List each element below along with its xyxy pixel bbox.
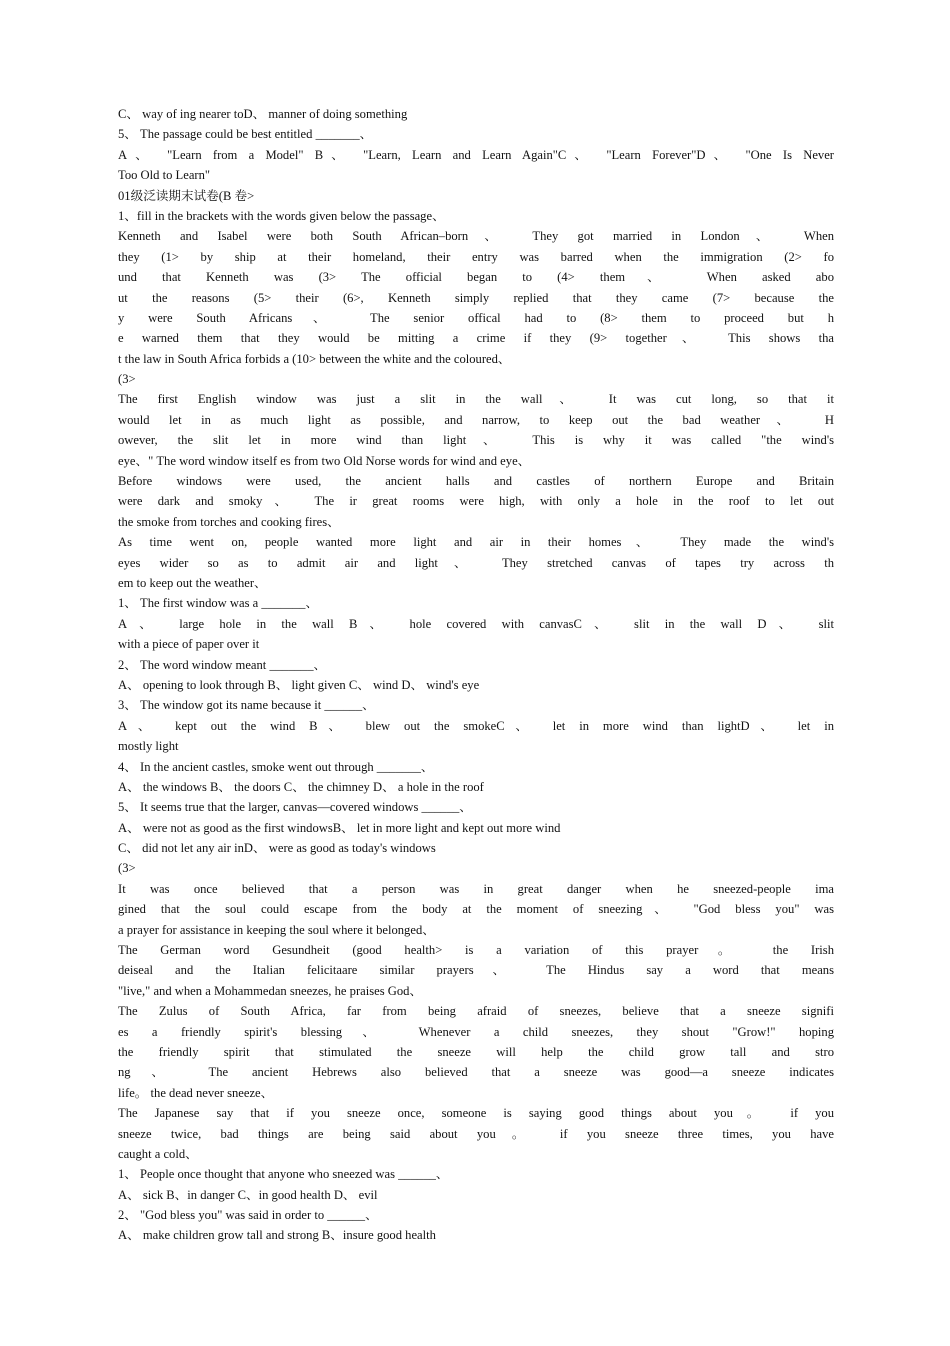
text-line: y were South Africans、 The senior offical had to (8> them to proceed but h bbox=[118, 310, 834, 325]
text-line: 5、 The passage could be best entitled _______、 bbox=[118, 127, 373, 142]
text-line: Too Old to Learn" bbox=[118, 168, 211, 183]
text-line: It was once believed that a person was in great danger when he sneezed-people ima bbox=[118, 881, 834, 896]
text-line: The Zulus of South Africa, far from being afraid of sneezes, believe that a sneeze signifi bbox=[118, 1004, 834, 1019]
text-line: were dark and smoky、 The ir great rooms were high, with only a hole in the roof to let out bbox=[118, 494, 834, 509]
text-line: the friendly spirit that stimulated the sneeze will help the child grow tall and stro bbox=[118, 1044, 834, 1059]
text-line: caught a cold、 bbox=[118, 1146, 198, 1161]
text-line: A、 kept out the wind B、 blew out the smokeC、 let in more wind than lightD、 let in bbox=[118, 718, 834, 733]
text-line: A、 sick B、in danger C、in good health D、 evil bbox=[118, 1187, 378, 1202]
text-line: C、 did not let any air inD、 were as good as today's windows bbox=[118, 841, 436, 856]
text-line: es a friendly spirit's blessing、 Whenever a child sneezes, they shout "Grow!" hoping bbox=[118, 1024, 834, 1039]
text-line: A、 make children grow tall and strong B、insure good health bbox=[118, 1228, 436, 1243]
text-line: life。 the dead never sneeze、 bbox=[118, 1085, 274, 1100]
text-line: C、 way of ing nearer toD、 manner of doing something bbox=[118, 107, 408, 121]
text-line: Before windows were used, the ancient halls and castles of northern Europe and Britain bbox=[118, 474, 834, 489]
text-line: t the law in South Africa forbids a (10> between the white and the coloured、 bbox=[118, 351, 511, 366]
text-line: As time went on, people wanted more light and air in their homes、 They made the wind's bbox=[118, 535, 834, 550]
text-line: eyes wider so as to admit air and light、 They stretched canvas of tapes try across th bbox=[118, 555, 834, 570]
text-line: ng、 The ancient Hebrews also believed that a sneeze was good—a sneeze indicates bbox=[118, 1065, 834, 1080]
text-line: e warned them that they would be mitting a crime if they (9> together、 This shows tha bbox=[118, 331, 834, 346]
text-line: A、 opening to look through B、 light given C、 wind D、 wind's eye bbox=[118, 677, 480, 692]
text-line: "live," and when a Mohammedan sneezes, he praises God、 bbox=[118, 983, 423, 998]
text-line: 2、 The word window meant _______、 bbox=[118, 657, 327, 672]
text-line: und that Kenneth was (3> The official began to (4> them、 When asked abo bbox=[118, 270, 834, 285]
text-line: 1、 People once thought that anyone who sneezed was ______、 bbox=[118, 1167, 449, 1182]
text-line: the smoke from torches and cooking fires、 bbox=[118, 514, 340, 529]
text-line: The first English window was just a slit in the wall、 It was cut long, so that it bbox=[118, 392, 834, 407]
text-line: em to keep out the weather、 bbox=[118, 575, 267, 590]
text-line: eye、" The word window itself es from two Old Norse words for wind and eye、 bbox=[118, 453, 531, 468]
text-line: A、 were not as good as the first windowsB、 let in more light and kept out more wind bbox=[118, 820, 561, 835]
document-body bbox=[118, 104, 834, 1246]
text-line: mostly light bbox=[118, 739, 179, 754]
text-line: 01级泛读期末试卷(B 卷> bbox=[118, 188, 255, 203]
text-line: A、 the windows B、 the doors C、 the chimney D、 a hole in the roof bbox=[118, 779, 484, 794]
text-line: The Japanese say that if you sneeze once, someone is saying good things about you。 if you bbox=[118, 1106, 834, 1121]
text-line: Kenneth and Isabel were both South African–born、 They got married in London、 When bbox=[118, 229, 834, 244]
text-line: deiseal and the Italian felicitaare similar prayers、 The Hindus say a word that means bbox=[118, 963, 834, 978]
text-line: gined that the soul could escape from the body at the moment of sneezing、 "God bless you" was bbox=[118, 902, 834, 917]
text-line: 1、fill in the brackets with the words given below the passage、 bbox=[118, 208, 445, 223]
text-line: A、 "Learn from a Model" B、 "Learn, Learn and Learn Again"C、 "Learn Forever"D、 "One Is Never bbox=[118, 147, 834, 162]
text-line: 5、 It seems true that the larger, canvas—covered windows ______、 bbox=[118, 800, 472, 815]
text-line: (3> bbox=[118, 372, 136, 387]
text-line: A、 large hole in the wall B、 hole covered with canvasC、 slit in the wall D、 slit bbox=[118, 616, 834, 631]
text-line: would let in as much light as possible, and narrow, to keep out the bad weather、 H bbox=[118, 412, 834, 427]
text-line: (3> bbox=[118, 861, 136, 876]
text-line: 2、 "God bless you" was said in order to ______、 bbox=[118, 1208, 378, 1223]
text-line: owever, the slit let in more wind than light、 This is why it was called "the wind's bbox=[118, 433, 834, 448]
text-line: 3、 The window got its name because it ______、 bbox=[118, 698, 375, 713]
text-line: 4、 In the ancient castles, smoke went out through _______、 bbox=[118, 759, 434, 774]
text-line: 1、 The first window was a _______、 bbox=[118, 596, 319, 611]
text-line: The German word Gesundheit (good health> is a variation of this prayer。 the Irish bbox=[118, 943, 834, 958]
text-line: sneeze twice, bad things are being said about you。 if you sneeze three times, you have bbox=[118, 1126, 834, 1141]
text-line: ut the reasons (5> their (6>, Kenneth simply replied that they came (7> because the bbox=[118, 290, 834, 305]
text-line: a prayer for assistance in keeping the soul where it belonged、 bbox=[118, 922, 435, 937]
text-line: with a piece of paper over it bbox=[118, 637, 260, 652]
text-line: they (1> by ship at their homeland, their entry was barred when the immigration (2> fo bbox=[118, 249, 834, 264]
